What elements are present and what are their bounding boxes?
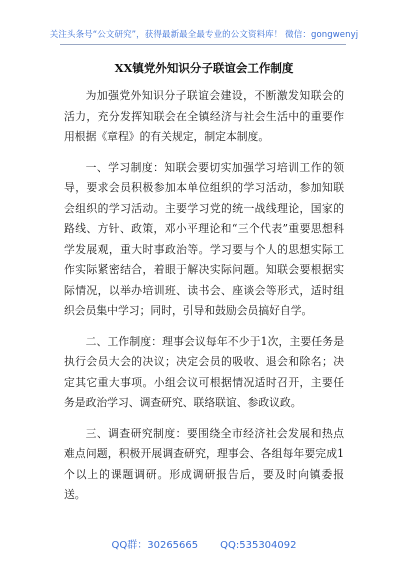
document-body: [64, 86, 344, 516]
footer-qq: QQ:535304092: [220, 540, 297, 551]
paragraph-work-system: 二、工作制度：理事会议每年不少于1次，主要任务是执行会员大会的决议；决定会员的吸收、退会和除名；决定其它重大事项。小组会议可根据情况适时召开，主要任务是政治学习、调查研究、联络联谊、参政议政。: [64, 334, 344, 409]
header-promo-note: 关注头条号“公文研究”，获得最新最全最专业的公文资料库！ 微信：gongwenyj: [49, 30, 359, 40]
paragraph-intro: 为加强党外知识分子联谊会建设，不断激发知联会的活力，充分发挥知联会在全镇经济与社会生活中的重要作用根据《章程》的有关规定，制定本制度。: [64, 89, 344, 143]
paragraph-study-system: 一、学习制度：知联会要切实加强学习培训工作的领导，要求会员积极参加本单位组织的学习活动，参加知联会组织的学习活动。主要学习党的统一战线理论，国家的路线、方针、政策，邓小平理论和“三个代表”重要思想科学发展观，重大时事政治等。学习要与个人的思想实际工作实际紧密结合，着眼于解决实际问题。知联会要根据实际情况，以举办培训班、读书会、座谈会等形式，适时组织会员集中学习；同时，引导和鼓励会员搞好自学。: [64, 160, 344, 317]
footer-qq-group: QQ群：30265665: [111, 540, 199, 551]
document-title: XX镇党外知识分子联谊会工作制度: [114, 61, 294, 75]
paragraph-research-system: 三、调查研究制度：要围绕全市经济社会发展和热点难点问题，积极开展调查研究，理事会、各组每年要完成1个以上的课题调研。形成调研报告后，要及时向镇委报送。: [64, 426, 344, 501]
footer-contact: [0, 536, 408, 551]
header-divider: [60, 44, 346, 45]
